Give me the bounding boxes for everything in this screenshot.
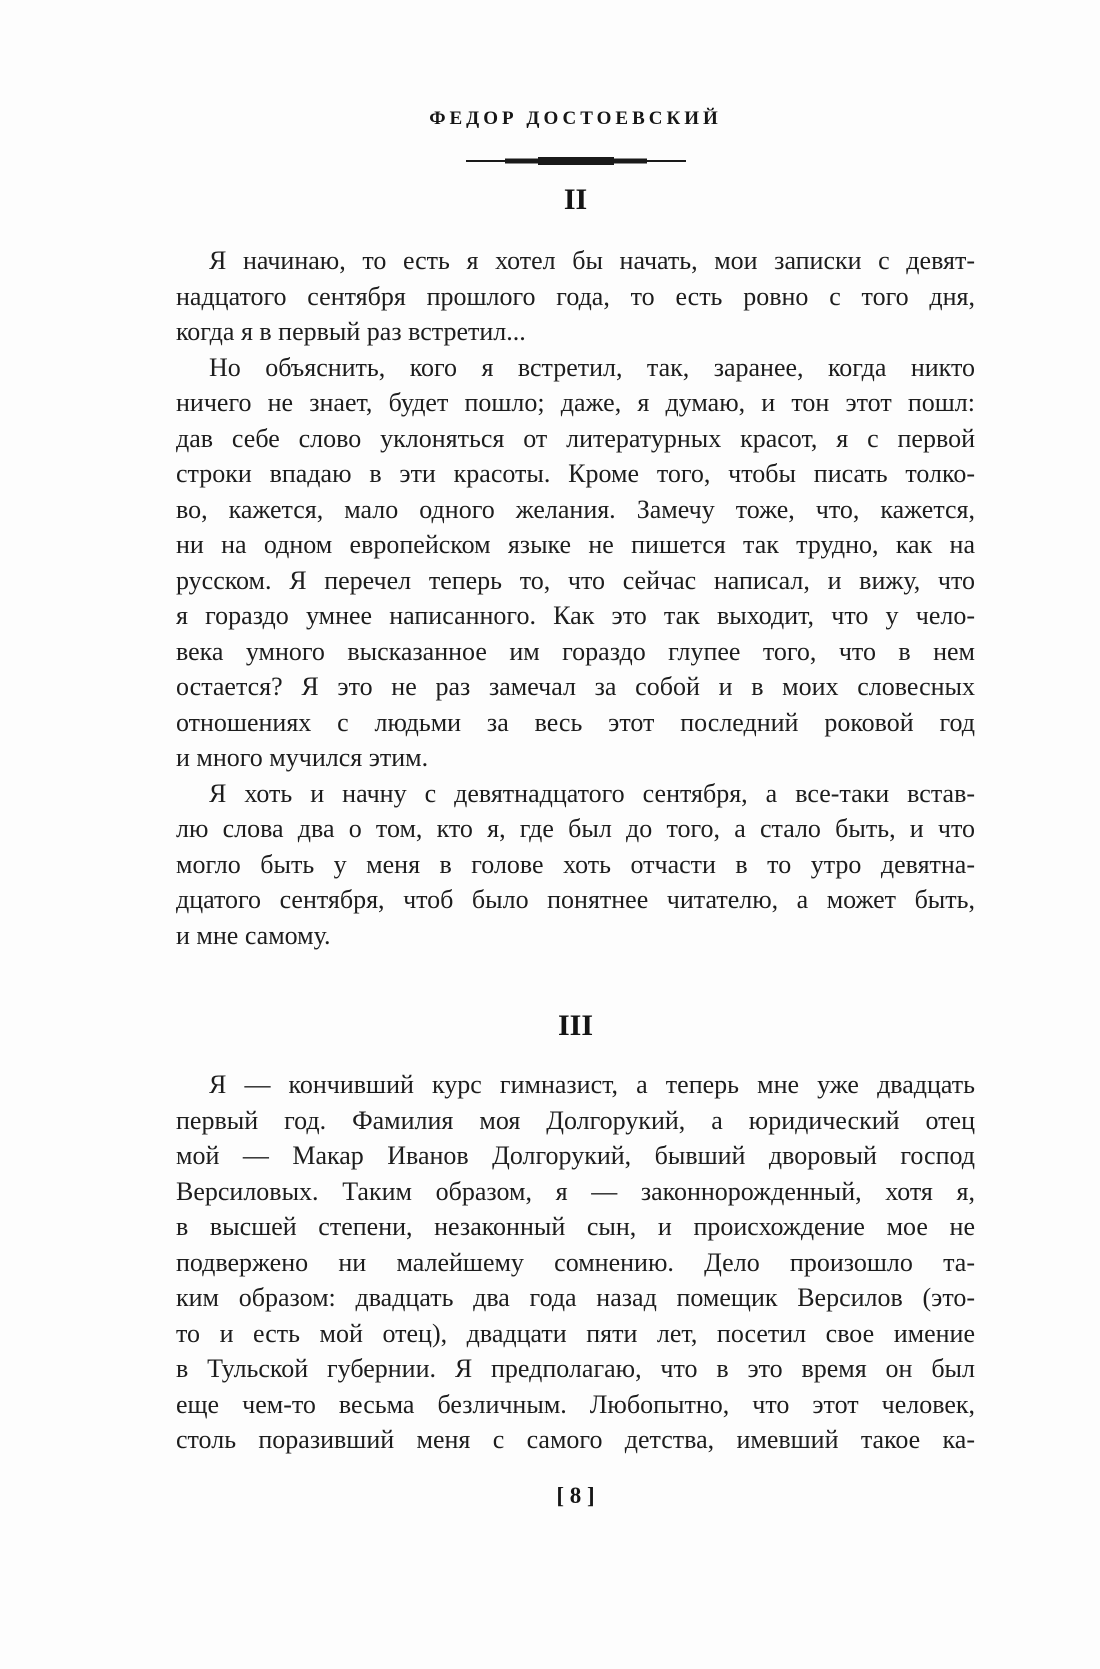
text-line: дцатого сентября, чтоб было понятнее читателю, а может быть,	[176, 885, 975, 914]
text-line: во, кажется, мало одного желания. Замечу тоже, что, кажется,	[176, 494, 975, 524]
text-line: могло быть у меня в голове хоть отчасти в то утро девятна-	[176, 849, 975, 879]
text-line: в высшей степени, незаконный сын, и происхождение мое не	[176, 1212, 975, 1241]
text-line: первый год. Фамилия моя Долгорукий, а юридический отец	[176, 1105, 975, 1135]
text-line: Я хоть и начну с девятнадцатого сентября, а все-таки встав-	[209, 778, 975, 808]
rule-core	[538, 157, 614, 165]
page-number: [ 8 ]	[556, 1483, 595, 1508]
text-line: мой — Макар Иванов Долгорукий, бывший дворовый господ	[176, 1141, 975, 1170]
text-line: еще чем-то весьма безличным. Любопытно, что этот человек,	[176, 1389, 975, 1419]
text-line: когда я в первый раз встретил...	[176, 317, 526, 346]
text-line: века умного высказанное им гораздо глупее того, что в нем	[176, 636, 975, 666]
text-line: ни на одном европейском языке не пишется так трудно, как на	[176, 530, 975, 559]
text-line: дав себе слово уклоняться от литературных красот, я с первой	[176, 423, 975, 453]
text-line: Я — кончивший курс гимназист, а теперь мне уже двадцать	[209, 1070, 975, 1099]
text-line: Но объяснить, кого я встретил, так, заранее, когда никто	[209, 352, 975, 382]
text-line: я гораздо умнее написанного. Как это так выходит, что у чело-	[176, 601, 975, 630]
text-line: и много мучился этим.	[176, 743, 429, 772]
text-line: подвержено ни малейшему сомнению. Дело произошло та-	[176, 1247, 975, 1277]
text-line: надцатого сентября прошлого года, то есть ровно с того дня,	[176, 281, 975, 311]
text-line: ничего не знает, будет пошло; даже, я думаю, и тон этот пошл:	[176, 388, 975, 417]
text-line: русском. Я перечел теперь то, что сейчас написал, и вижу, что	[176, 565, 975, 595]
text-line: то и есть мой отец), двадцати пяти лет, посетил свое имение	[176, 1318, 975, 1348]
text-line: строки впадаю в эти красоты. Кроме того, чтобы писать толко-	[176, 459, 975, 488]
text-line: столь поразивший меня с самого детства, имевший такое ка-	[176, 1425, 975, 1454]
text-line: и мне самому.	[176, 920, 331, 950]
text-line: Версиловых. Таким образом, я — законнорожденный, хотя я,	[176, 1176, 975, 1206]
text-line: в Тульской губернии. Я предполагаю, что в это время он был	[176, 1354, 975, 1383]
section-heading-ii: II	[563, 183, 588, 216]
tapered-rule-icon	[176, 156, 975, 166]
text-line: лю слова два о том, кто я, где был до того, а стало быть, и что	[176, 814, 975, 843]
text-line: отношениях с людьми за весь этот последний роковой год	[176, 707, 975, 737]
running-head: ФЕДОР ДОСТОЕВСКИЙ	[429, 108, 722, 129]
section-iii-text	[176, 1067, 975, 1458]
text-line: остается? Я это не раз замечал за собой и в моих словесных	[176, 672, 975, 701]
section-ii-text	[176, 243, 975, 953]
text-line: Я начинаю, то есть я хотел бы начать, мои записки с девят-	[209, 246, 975, 275]
text-line: ким образом: двадцать два года назад помещик Версилов (это-	[176, 1283, 975, 1312]
section-heading-iii: III	[557, 1009, 594, 1042]
